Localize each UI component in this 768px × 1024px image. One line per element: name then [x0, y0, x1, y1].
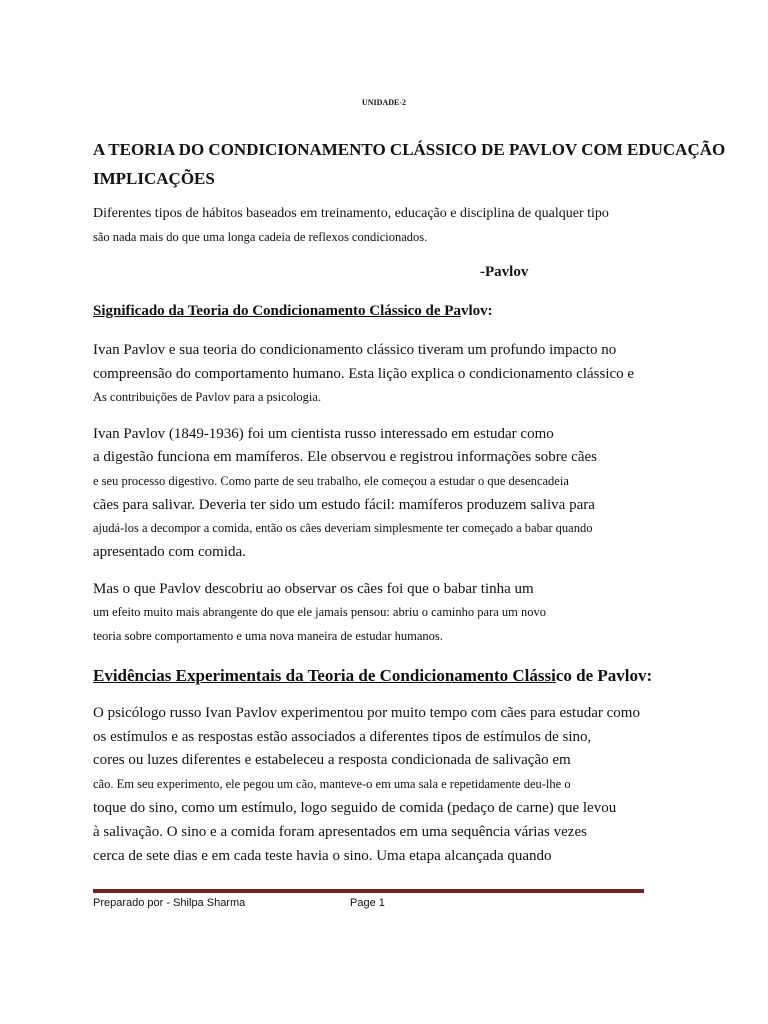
s2-p1-line-4: cão. Em seu experimento, ele pegou um cão, manteve-o em uma sala e repetidamente deu-lhe o — [93, 777, 571, 791]
s1-p2-line-4: cães para salivar. Deveria ter sido um estudo fácil: mamíferos produzem saliva para — [93, 497, 595, 513]
footer-page-number: Page 1 — [350, 897, 385, 909]
s1-p1-line-1: Ivan Pavlov e sua teoria do condicionamento clássico tiveram um profundo impacto no — [93, 342, 617, 358]
s1-p1-line-2: compreensão do comportamento humano. Esta lição explica o condicionamento clássico e — [93, 366, 635, 382]
quote-line-2: são nada mais do que uma longa cadeia de reflexos condicionados. — [93, 230, 428, 244]
section2-heading-rest: co de Pavlov: — [555, 666, 653, 685]
s2-p1-line-5: toque do sino, como um estímulo, logo seguido de comida (pedaço de carne) que levou — [93, 800, 617, 816]
quote-line-1: Diferentes tipos de hábitos baseados em treinamento, educação e disciplina de qualquer tipo — [93, 206, 609, 221]
footer-rule — [93, 889, 644, 893]
s1-p2-line-2: a digestão funciona em mamíferos. Ele observou e registrou informações sobre cães — [93, 449, 597, 465]
section1-heading-rest: vlov: — [460, 303, 493, 319]
footer-prepared-by: Preparado por - Shilpa Sharma — [93, 897, 246, 909]
section2-heading — [93, 666, 652, 686]
s2-p1-line-6: à salivação. O sino e a comida foram apresentados em uma sequência várias vezes — [93, 824, 587, 840]
title-line-2: IMPLICAÇÕES — [93, 169, 215, 188]
s1-p3-line-3: teoria sobre comportamento e uma nova maneira de estudar humanos. — [93, 629, 443, 643]
s1-p3-line-1: Mas o que Pavlov descobriu ao observar os cães foi que o babar tinha um — [93, 581, 534, 597]
section1-heading — [93, 303, 493, 320]
s2-p1-line-7: cerca de sete dias e em cada teste havia o sino. Uma etapa alcançada quando — [93, 848, 552, 864]
unit-heading: UNIDADE-2 — [362, 98, 406, 107]
s2-p1-line-1: O psicólogo russo Ivan Pavlov experimentou por muito tempo com cães para estudar como — [93, 705, 640, 721]
s2-p1-line-2: os estímulos e as respostas estão associados a diferentes tipos de estímulos de sino, — [93, 729, 592, 745]
s1-p2-line-5: ajudá-los a decompor a comida, então os cães deveriam simplesmente ter começado a babar quando — [93, 521, 593, 535]
section1-heading-underlined: Significado da Teoria do Condicionamento Clássico de Pa — [93, 303, 461, 319]
s1-p1-line-3: As contribuições de Pavlov para a psicologia. — [93, 390, 322, 404]
s1-p3-line-2: um efeito muito mais abrangente do que ele jamais pensou: abriu o caminho para um novo — [93, 605, 546, 619]
title-line-1: A TEORIA DO CONDICIONAMENTO CLÁSSICO DE PAVLOV COM EDUCAÇÃO — [93, 140, 726, 159]
s2-p1-line-3: cores ou luzes diferentes e estabeleceu a resposta condicionada de salivação em — [93, 752, 571, 768]
quote-attribution: -Pavlov — [480, 264, 529, 280]
s1-p2-line-6: apresentado com comida. — [93, 544, 246, 560]
s1-p2-line-1: Ivan Pavlov (1849-1936) foi um cientista russo interessado em estudar como — [93, 426, 554, 442]
s1-p2-line-3: e seu processo digestivo. Como parte de seu trabalho, ele começou a estudar o que desencadeia — [93, 474, 569, 488]
section2-heading-underlined: Evidências Experimentais da Teoria de Condicionamento Clássi — [93, 666, 556, 685]
